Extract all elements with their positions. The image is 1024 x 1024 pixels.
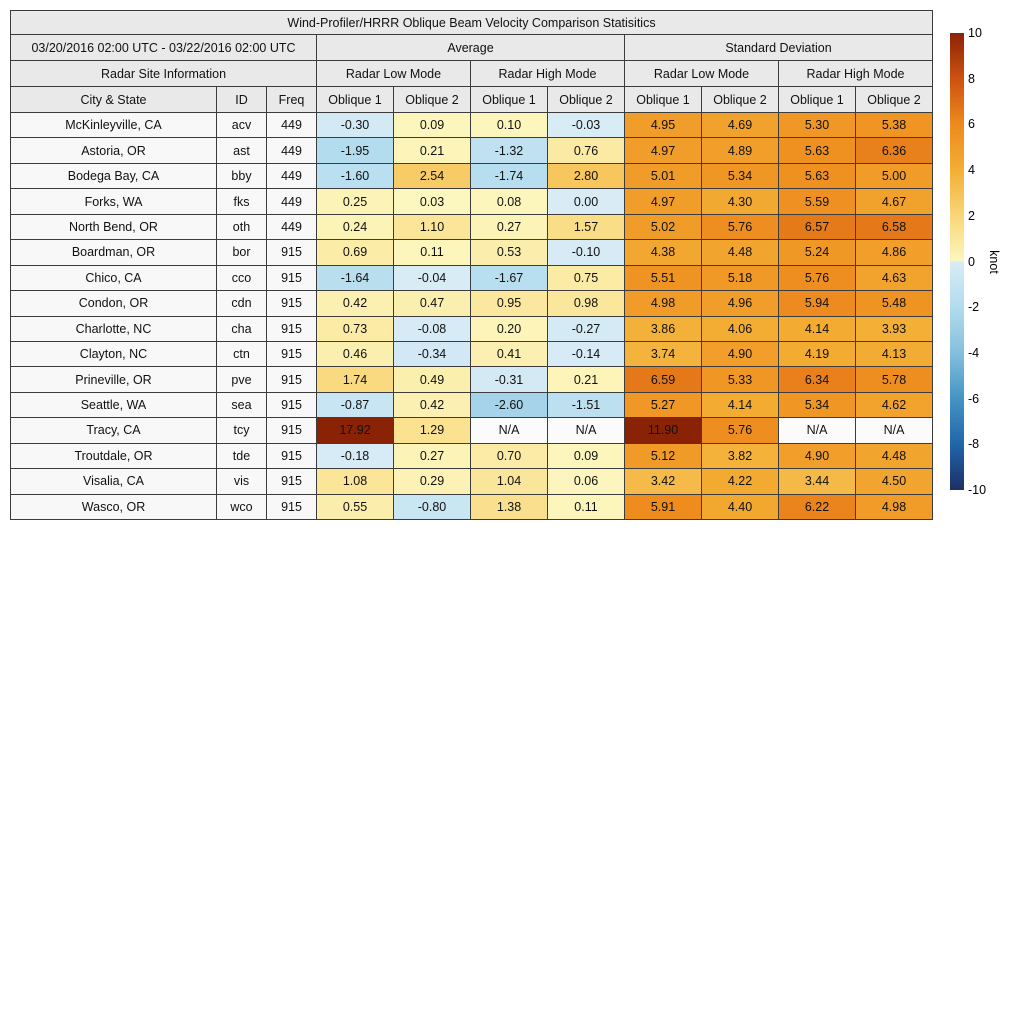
col-header-oblique1: Oblique 1 [779, 87, 856, 113]
cell-value: 3.42 [625, 469, 702, 494]
cell-value: 4.06 [702, 316, 779, 341]
col-header-id: ID [217, 87, 267, 113]
cell-value: 5.38 [856, 113, 933, 138]
cell-freq: 915 [267, 418, 317, 443]
cell-value: 0.76 [548, 138, 625, 163]
cell-freq: 915 [267, 265, 317, 290]
cell-value: 0.25 [317, 189, 394, 214]
cell-value: 4.96 [702, 291, 779, 316]
cell-value: -0.31 [471, 367, 548, 392]
cell-city: Boardman, OR [11, 240, 217, 265]
cell-value: 6.34 [779, 367, 856, 392]
cell-id: ast [217, 138, 267, 163]
cell-value: 0.73 [317, 316, 394, 341]
cell-value: 5.91 [625, 494, 702, 519]
cell-value: 5.76 [779, 265, 856, 290]
cell-id: sea [217, 392, 267, 417]
cell-freq: 915 [267, 291, 317, 316]
cell-value: -0.87 [317, 392, 394, 417]
cell-value: 2.54 [394, 163, 471, 188]
cell-value: 4.97 [625, 189, 702, 214]
std-high-mode-label: Radar High Mode [779, 61, 933, 87]
table-row [11, 443, 933, 468]
cell-value: -0.30 [317, 113, 394, 138]
cell-value: 1.08 [317, 469, 394, 494]
table-row [11, 240, 933, 265]
cell-city: Clayton, NC [11, 341, 217, 366]
cell-value: -0.03 [548, 113, 625, 138]
cell-freq: 915 [267, 367, 317, 392]
col-header-oblique2: Oblique 2 [394, 87, 471, 113]
cell-value: 0.69 [317, 240, 394, 265]
table-row [11, 316, 933, 341]
cell-city: Troutdale, OR [11, 443, 217, 468]
cell-value: 0.75 [548, 265, 625, 290]
cell-value: 17.92 [317, 418, 394, 443]
cell-value: 5.33 [702, 367, 779, 392]
cell-value: 5.63 [779, 138, 856, 163]
colorbar-tick-label: -8 [968, 437, 980, 452]
cell-city: Charlotte, NC [11, 316, 217, 341]
cell-value: 4.30 [702, 189, 779, 214]
cell-id: ctn [217, 341, 267, 366]
cell-city: Bodega Bay, CA [11, 163, 217, 188]
cell-value: 0.11 [548, 494, 625, 519]
table-row [11, 418, 933, 443]
cell-value: 0.21 [394, 138, 471, 163]
cell-id: acv [217, 113, 267, 138]
cell-value: 4.98 [625, 291, 702, 316]
cell-id: wco [217, 494, 267, 519]
cell-city: Tracy, CA [11, 418, 217, 443]
cell-id: cha [217, 316, 267, 341]
cell-city: Seattle, WA [11, 392, 217, 417]
cell-value: 0.53 [471, 240, 548, 265]
cell-value: 1.29 [394, 418, 471, 443]
cell-city: McKinleyville, CA [11, 113, 217, 138]
cell-city: Prineville, OR [11, 367, 217, 392]
cell-freq: 449 [267, 138, 317, 163]
cell-value: -0.10 [548, 240, 625, 265]
cell-id: pve [217, 367, 267, 392]
cell-value: 0.20 [471, 316, 548, 341]
cell-value: 5.34 [779, 392, 856, 417]
cell-value: 0.27 [471, 214, 548, 239]
colorbar-tick-label: -2 [968, 299, 980, 314]
cell-value: 3.82 [702, 443, 779, 468]
cell-value: 0.10 [471, 113, 548, 138]
cell-value: 6.22 [779, 494, 856, 519]
cell-value: 5.27 [625, 392, 702, 417]
cell-value: 4.90 [702, 341, 779, 366]
cell-value: 0.98 [548, 291, 625, 316]
cell-value: 0.24 [317, 214, 394, 239]
cell-value: 4.14 [702, 392, 779, 417]
col-header-oblique1: Oblique 1 [625, 87, 702, 113]
site-info-label: Radar Site Information [11, 61, 317, 87]
mode-header-row [11, 61, 933, 87]
cell-freq: 915 [267, 240, 317, 265]
colorbar-tick-label: 6 [968, 117, 975, 132]
cell-id: tcy [217, 418, 267, 443]
cell-value: N/A [779, 418, 856, 443]
cell-value: 4.14 [779, 316, 856, 341]
avg-high-mode-label: Radar High Mode [471, 61, 625, 87]
col-header-freq: Freq [267, 87, 317, 113]
cell-value: 3.74 [625, 341, 702, 366]
cell-value: -1.74 [471, 163, 548, 188]
table-row [11, 113, 933, 138]
cell-value: -1.95 [317, 138, 394, 163]
cell-value: 5.78 [856, 367, 933, 392]
cell-value: 1.38 [471, 494, 548, 519]
average-group-label: Average [317, 35, 625, 61]
group-header-row [11, 35, 933, 61]
cell-id: tde [217, 443, 267, 468]
cell-value: 0.42 [317, 291, 394, 316]
cell-value: -0.80 [394, 494, 471, 519]
cell-value: 5.59 [779, 189, 856, 214]
table-row [11, 214, 933, 239]
cell-value: 4.13 [856, 341, 933, 366]
cell-id: bby [217, 163, 267, 188]
table-title: Wind-Profiler/HRRR Oblique Beam Velocity Comparison Statisitics [11, 11, 933, 35]
colorbar-tick-label: -6 [968, 391, 980, 406]
colorbar-tick-label: 8 [968, 71, 975, 86]
cell-value: 4.89 [702, 138, 779, 163]
cell-id: oth [217, 214, 267, 239]
table-row [11, 291, 933, 316]
cell-value: 3.44 [779, 469, 856, 494]
colorbar-gradient [950, 33, 964, 490]
colorbar-tick-label: 2 [968, 208, 975, 223]
cell-freq: 915 [267, 469, 317, 494]
cell-value: 3.86 [625, 316, 702, 341]
cell-value: -1.32 [471, 138, 548, 163]
std-low-mode-label: Radar Low Mode [625, 61, 779, 87]
cell-id: fks [217, 189, 267, 214]
cell-value: N/A [548, 418, 625, 443]
cell-value: 5.00 [856, 163, 933, 188]
cell-value: 5.94 [779, 291, 856, 316]
cell-value: 6.59 [625, 367, 702, 392]
table-row [11, 138, 933, 163]
cell-value: 0.55 [317, 494, 394, 519]
cell-value: 5.51 [625, 265, 702, 290]
table-row [11, 494, 933, 519]
cell-value: 5.01 [625, 163, 702, 188]
cell-value: 4.97 [625, 138, 702, 163]
cell-value: 1.04 [471, 469, 548, 494]
cell-value: 5.63 [779, 163, 856, 188]
cell-value: 0.09 [548, 443, 625, 468]
col-header-city: City & State [11, 87, 217, 113]
cell-id: bor [217, 240, 267, 265]
cell-value: 0.27 [394, 443, 471, 468]
cell-value: 5.48 [856, 291, 933, 316]
cell-city: Condon, OR [11, 291, 217, 316]
cell-value: 0.49 [394, 367, 471, 392]
cell-value: -0.27 [548, 316, 625, 341]
cell-value: 0.46 [317, 341, 394, 366]
cell-city: Forks, WA [11, 189, 217, 214]
colorbar-tick-label: -10 [968, 482, 987, 497]
cell-value: 0.29 [394, 469, 471, 494]
cell-value: 0.11 [394, 240, 471, 265]
cell-freq: 449 [267, 163, 317, 188]
cell-freq: 915 [267, 392, 317, 417]
cell-value: 4.95 [625, 113, 702, 138]
table-row [11, 163, 933, 188]
table-row [11, 265, 933, 290]
col-header-oblique2: Oblique 2 [702, 87, 779, 113]
cell-value: -1.51 [548, 392, 625, 417]
cell-value: 4.48 [856, 443, 933, 468]
cell-value: -0.04 [394, 265, 471, 290]
colorbar-tick-label: -4 [968, 345, 980, 360]
cell-value: 4.40 [702, 494, 779, 519]
title-row [11, 11, 933, 35]
table-row [11, 367, 933, 392]
cell-value: 6.58 [856, 214, 933, 239]
cell-value: 5.34 [702, 163, 779, 188]
table-row [11, 189, 933, 214]
cell-value: 4.38 [625, 240, 702, 265]
cell-value: 4.62 [856, 392, 933, 417]
cell-city: Wasco, OR [11, 494, 217, 519]
cell-value: 0.06 [548, 469, 625, 494]
col-header-oblique2: Oblique 2 [856, 87, 933, 113]
cell-value: 0.09 [394, 113, 471, 138]
cell-freq: 915 [267, 494, 317, 519]
cell-id: vis [217, 469, 267, 494]
cell-value: -0.08 [394, 316, 471, 341]
cell-value: 2.80 [548, 163, 625, 188]
cell-value: 5.24 [779, 240, 856, 265]
cell-value: 11.90 [625, 418, 702, 443]
cell-value: 5.76 [702, 418, 779, 443]
cell-id: cdn [217, 291, 267, 316]
cell-value: 0.70 [471, 443, 548, 468]
cell-value: 5.18 [702, 265, 779, 290]
cell-value: 4.98 [856, 494, 933, 519]
cell-value: 4.22 [702, 469, 779, 494]
cell-value: -1.64 [317, 265, 394, 290]
cell-city: Visalia, CA [11, 469, 217, 494]
col-header-oblique2: Oblique 2 [548, 87, 625, 113]
cell-value: 0.08 [471, 189, 548, 214]
cell-value: 0.95 [471, 291, 548, 316]
cell-value: N/A [471, 418, 548, 443]
std-group-label: Standard Deviation [625, 35, 933, 61]
cell-value: 1.74 [317, 367, 394, 392]
cell-freq: 449 [267, 214, 317, 239]
avg-low-mode-label: Radar Low Mode [317, 61, 471, 87]
cell-value: 4.86 [856, 240, 933, 265]
cell-freq: 449 [267, 113, 317, 138]
colorbar-tick-label: 10 [968, 25, 982, 40]
cell-value: 5.30 [779, 113, 856, 138]
colorbar [950, 33, 964, 490]
table-row [11, 341, 933, 366]
cell-value: 1.10 [394, 214, 471, 239]
cell-value: 0.47 [394, 291, 471, 316]
cell-value: -0.14 [548, 341, 625, 366]
cell-value: 4.19 [779, 341, 856, 366]
cell-value: 5.12 [625, 443, 702, 468]
table-row [11, 392, 933, 417]
cell-id: cco [217, 265, 267, 290]
cell-value: -0.18 [317, 443, 394, 468]
cell-value: 4.90 [779, 443, 856, 468]
cell-value: 4.50 [856, 469, 933, 494]
period-label: 03/20/2016 02:00 UTC - 03/22/2016 02:00 UTC [11, 35, 317, 61]
cell-city: Chico, CA [11, 265, 217, 290]
colorbar-tick-label: 0 [968, 254, 975, 269]
cell-value: 0.41 [471, 341, 548, 366]
colorbar-unit-label: knot [987, 250, 1001, 274]
col-header-oblique1: Oblique 1 [317, 87, 394, 113]
cell-value: 0.42 [394, 392, 471, 417]
cell-value: -2.60 [471, 392, 548, 417]
cell-value: 4.69 [702, 113, 779, 138]
cell-value: -0.34 [394, 341, 471, 366]
cell-value: 4.48 [702, 240, 779, 265]
cell-value: 1.57 [548, 214, 625, 239]
cell-value: 5.76 [702, 214, 779, 239]
cell-value: 0.03 [394, 189, 471, 214]
cell-value: 6.57 [779, 214, 856, 239]
cell-freq: 915 [267, 443, 317, 468]
cell-value: 3.93 [856, 316, 933, 341]
column-header-row [11, 87, 933, 113]
cell-value: 0.21 [548, 367, 625, 392]
cell-freq: 915 [267, 316, 317, 341]
cell-value: 0.00 [548, 189, 625, 214]
cell-freq: 449 [267, 189, 317, 214]
cell-value: 4.67 [856, 189, 933, 214]
cell-value: 4.63 [856, 265, 933, 290]
col-header-oblique1: Oblique 1 [471, 87, 548, 113]
cell-city: North Bend, OR [11, 214, 217, 239]
stats-table [10, 10, 933, 520]
cell-value: -1.67 [471, 265, 548, 290]
cell-value: N/A [856, 418, 933, 443]
cell-freq: 915 [267, 341, 317, 366]
cell-value: -1.60 [317, 163, 394, 188]
table-row [11, 469, 933, 494]
colorbar-tick-label: 4 [968, 162, 975, 177]
cell-value: 6.36 [856, 138, 933, 163]
cell-city: Astoria, OR [11, 138, 217, 163]
cell-value: 5.02 [625, 214, 702, 239]
